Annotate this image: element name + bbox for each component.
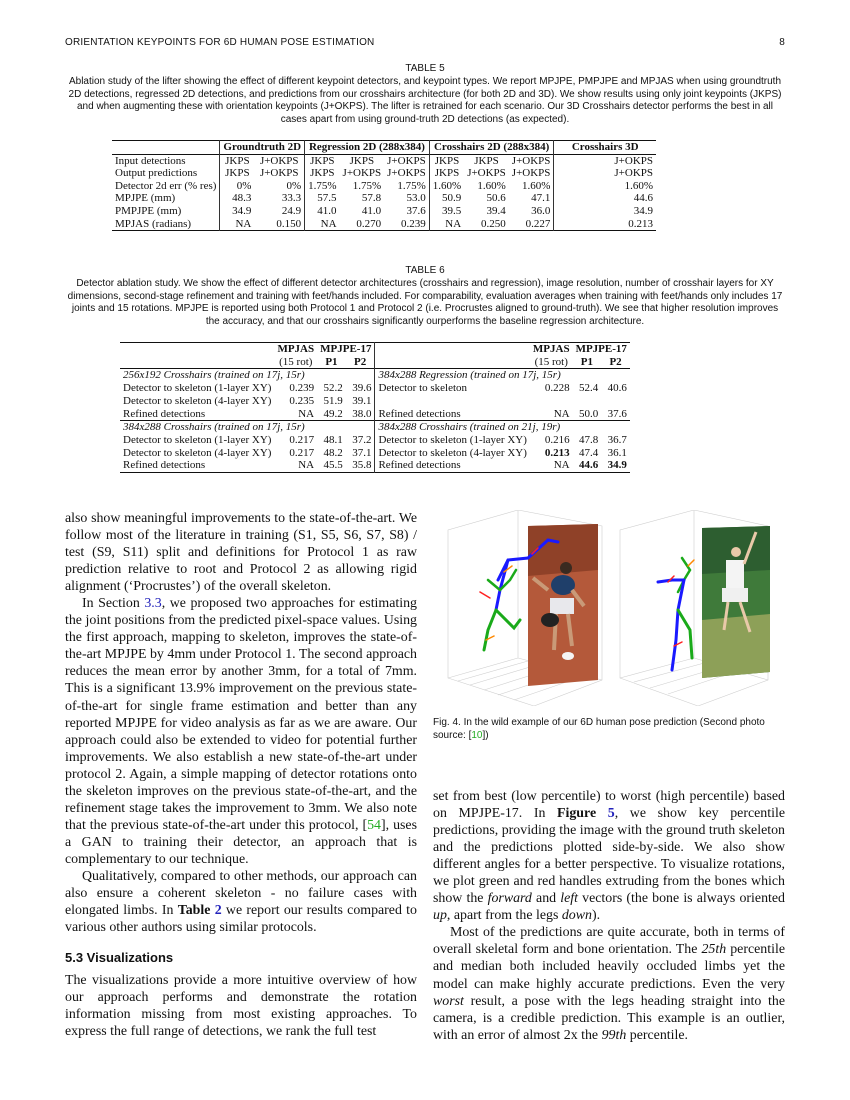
t6-p1 (573, 395, 602, 408)
t6-row-label (375, 395, 530, 408)
t6-p2: 39.1 (352, 394, 372, 407)
t6-p2 (601, 395, 630, 408)
t5-cell: 53.0 (406, 192, 426, 205)
t6-p1: 52.4 (578, 382, 599, 395)
text: Table (177, 903, 215, 919)
t5-row-label: Input detections (115, 154, 186, 167)
t5-cell: J+OKPS (259, 154, 299, 167)
t6-row (120, 408, 630, 421)
section-link[interactable]: 3.3 (144, 596, 162, 612)
t6-p1: 52.2 (323, 382, 343, 395)
t5-cell: 1.75% (305, 180, 340, 193)
t5-cell: 36.0 (531, 204, 551, 217)
t6-h-p1-r: P1 (580, 355, 594, 368)
t6-p1: 49.2 (323, 407, 343, 420)
text: ). (591, 908, 601, 924)
table5-caption: Ablation study of the lifter showing the effect of different keypoint detectors, and keypoint types. We report MPJPE, PMPJPE and MPJAS when using groundtruth 2D detections, regressed 2D detections, and predictions from our crosshairs architecture (for both 2D and 3D). We show results using only joint keypoints (JKPS) and when augmenting these with orientation keypoints (J+OKPS). The lifter is retrained for each scenario. Our 3D Crosshairs detector performs the best in all cases apart from using ground-truth 2D detections (as expected). (68, 76, 782, 125)
text: result, a pose with the legs heading straight into the camera, is a credible prediction. This example is an outlier, with an error of almost 2x the (433, 993, 785, 1043)
text: and (531, 891, 561, 907)
t6-p1: 47.4 (578, 446, 599, 459)
t5-cell: 1.60% (554, 180, 656, 193)
t6-row-label: Detector to skeleton (4-layer XY) (123, 394, 272, 407)
t5-cell: J+OKPS (387, 167, 426, 180)
right-column (433, 788, 785, 1044)
t5-cell: 0% (220, 180, 254, 193)
t5-cell: J+OKPS (467, 167, 506, 180)
t6-row-label: Detector to skeleton (375, 382, 530, 395)
t6-row-label: Detector to skeleton (1-layer XY) (123, 382, 272, 395)
t5-cell: JKPS (305, 154, 340, 167)
t6-mpjas: 0.235 (289, 394, 315, 407)
section-heading: 5.3 Visualizations (65, 950, 174, 965)
text: ]) (482, 729, 489, 741)
t5-cell: 0.250 (481, 217, 506, 230)
t6-row (120, 447, 630, 460)
text: vectors (the bone is always oriented (578, 891, 785, 907)
t6-h-p1-l: P1 (325, 355, 338, 368)
t6-section-label: 384x288 Crosshairs (trained on 21j, 19r) (375, 421, 630, 434)
t6-mpjas: NA (298, 407, 315, 420)
t6-p2: 37.2 (352, 433, 372, 446)
t6-h-p2-r: P2 (609, 355, 622, 368)
t5-cell: 57.5 (305, 192, 340, 205)
t6-mpjas (530, 395, 573, 408)
t5-group-0: Groundtruth 2D (220, 141, 305, 155)
t5-cell: J+OKPS (387, 154, 426, 167)
table-link[interactable]: 2 (214, 903, 222, 919)
t5-cell: 0.213 (554, 218, 656, 231)
t6-row-label: Refined detections (375, 459, 530, 472)
t6-p2: 38.0 (352, 407, 372, 420)
table6-caption: Detector ablation study. We show the effect of different detector architectures (crosshairs and regression), image resolution, number of crosshair layers for XY dimensions, second-stage refinement and training with feet/hands included. For comparability, evaluation averages when training with feet/hands only includes 17 joints and 15 rotations. MPJPE is reported using both Protocol 1 and Protocol 2 (i.e. Procrustes aligned to ground-truth). We see that higher resolution improves the accuracy, and that our crosshairs significantly ourperforms the baseline regression architecture. (67, 278, 783, 327)
t6-mpjas: NA (553, 407, 570, 420)
t6-p2: 40.6 (607, 382, 627, 395)
t5-cell: J+OKPS (259, 167, 299, 180)
running-header (65, 37, 785, 48)
t6-row-label: Refined detections (375, 408, 530, 421)
text: , we proposed two approaches for estimating the joint positions from the predicted pixel-space values. Using the first approach, mapping to skeleton, improves the state-of-the-art MPJPE by 4mm under Protocol 1. The second approach reduces the mean error by another 3mm, for a total of 7mm. This is a significant 13.9% improvement on the previous state-of-the-art for single frame estimation and better than any reported MPJPE for video analysis as far as we are aware. Our approach could also be extended to video for potential further improvements. We also establish a new state-of-the-art under protocol 2. Again, a simple mapping of detector rotations onto the skeleton improves on the previous state-of-the-art, and the refinement stage takes the improvement to 3mm. We also note that the previous state-of-the-art under this protocol, [ (65, 596, 417, 833)
t5-row (112, 205, 656, 218)
t5-cell: 0.150 (276, 217, 302, 230)
t5-row (112, 218, 656, 231)
left-column-continued (65, 972, 417, 1040)
figure-link[interactable]: 5 (607, 806, 615, 822)
text: Figure (557, 806, 608, 822)
t6-mpjas: 0.217 (289, 433, 315, 446)
t6-h-rot-l: (15 rot) (279, 355, 313, 368)
t6-row-label: Refined detections (123, 407, 206, 420)
t5-cell: 44.6 (554, 192, 656, 205)
t5-cell: 1.75% (352, 179, 382, 192)
text: set from best (low percentile) to worst (high percentile) based on MPJPE-17. In (433, 789, 785, 822)
t6-mpjas: 0.213 (544, 446, 570, 459)
t5-cell: 39.5 (429, 205, 464, 218)
t6-h-rot-r: (15 rot) (534, 355, 568, 368)
text: , we show key percentile predictions, providing the image with the ground truth skeleton and the predictions plotted side-by-side. We also show different angles for a better perspective. To visualize rotations, we plot green and red handles extruding from the bones which show the (433, 806, 785, 907)
t6-row-label: Refined detections (123, 459, 206, 472)
t6-row-label: Detector to skeleton (4-layer XY) (123, 446, 272, 459)
paragraph: The visualizations provide a more intuitive overview of how our approach performs and demonstrate the rotation information missing from most existing approaches. To express the full range of detections, we rank the full test (65, 973, 417, 1040)
t5-cell: 48.3 (220, 192, 254, 205)
t5-cell: 34.9 (554, 205, 656, 218)
t5-cell: 39.4 (486, 204, 506, 217)
t6-p1: 51.9 (323, 394, 343, 407)
t5-row-label: MPJAS (radians) (115, 217, 192, 230)
figure-4-plots (438, 510, 782, 706)
t5-cell: 0.239 (401, 217, 426, 230)
running-title: ORIENTATION KEYPOINTS FOR 6D HUMAN POSE ESTIMATION (65, 37, 375, 48)
t6-p1: 45.5 (323, 459, 343, 472)
t6-mpjas: 0.239 (289, 382, 315, 395)
t6-mpjas: 0.217 (289, 446, 315, 459)
t6-p1: 44.6 (578, 459, 599, 472)
text: down (561, 908, 592, 924)
table6-label: TABLE 6 (405, 265, 445, 276)
t5-cell: J+OKPS (554, 167, 656, 180)
text: Most of the predictions are quite accurate, both in terms of overall skeletal form and bone orientation. The (433, 925, 785, 958)
t5-cell: 1.75% (397, 179, 426, 192)
t5-cell: 33.3 (281, 192, 302, 205)
t5-cell: JKPS (474, 154, 499, 167)
page-number: 8 (779, 37, 785, 48)
t6-row (120, 369, 630, 382)
t6-p1: 48.1 (323, 433, 343, 446)
t5-cell: 0.227 (525, 217, 551, 230)
t6-row-label: Detector to skeleton (1-layer XY) (123, 433, 272, 446)
text: Qualitatively, compared to other methods, our approach can also ensure a coherent skeleton - no failure cases with elongated limbs. In (65, 868, 417, 919)
text: we report our results compared to various other authors using similar protocols. (65, 903, 417, 936)
right-skeleton (658, 558, 694, 670)
t5-cell: J+OKPS (511, 167, 551, 180)
t6-h-mpjas-l: MPJAS (277, 343, 315, 355)
t5-group-2: Crosshairs 2D (288x384) (429, 141, 554, 155)
t5-group-3: Crosshairs 3D (554, 141, 656, 155)
t6-p1: 48.2 (323, 446, 343, 459)
t5-cell: 24.9 (281, 204, 302, 217)
t6-p2: 37.6 (607, 407, 627, 420)
t6-row (120, 395, 630, 408)
t6-p2: 37.1 (352, 446, 372, 459)
t6-p2: 36.7 (607, 433, 627, 446)
paragraph (65, 595, 417, 868)
text: worst (433, 993, 464, 1009)
t5-cell: JKPS (349, 154, 375, 167)
t5-cell: JKPS (305, 167, 340, 180)
t5-cell: NA (429, 218, 464, 231)
t6-h-mpjpe-r: MPJPE-17 (575, 343, 627, 355)
paragraph (65, 868, 417, 936)
t6-p1: 47.8 (578, 433, 599, 446)
t5-cell: JKPS (220, 154, 254, 167)
t6-h-p2-l: P2 (353, 355, 367, 368)
t5-row-label: Detector 2d err (% res) (115, 179, 217, 192)
t5-row (112, 180, 656, 193)
t5-row (112, 192, 656, 205)
citation-link[interactable]: 54 (367, 817, 381, 833)
t5-cell: 34.9 (220, 205, 254, 218)
t5-cell: 41.0 (361, 204, 382, 217)
text: left (560, 891, 578, 907)
t5-cell: 0.270 (356, 217, 382, 230)
t6-mpjas: NA (553, 459, 570, 472)
table6 (120, 342, 630, 473)
text: 25th (701, 942, 727, 958)
t5-row (112, 154, 656, 167)
t5-cell: 50.6 (486, 192, 506, 205)
paragraph (433, 924, 785, 1043)
text: up (433, 908, 447, 924)
citation-link[interactable]: 10 (471, 729, 483, 741)
text: ], uses a GAN to training their detector, an approach that is complementary to our technique. (65, 817, 417, 867)
t5-cell: JKPS (220, 167, 254, 180)
figure-4 (438, 510, 782, 706)
right-photo (702, 526, 770, 678)
t6-p2: 39.6 (352, 382, 372, 395)
paragraph: also show meaningful improvements to the state-of-the-art. We follow most of the literature in training (S1, S5, S6, S7, S8) / test (S9, S11) split and definitions for Protocol 1 as raw prediction relative to root and Protocol 2 as allowing rigid alignment (‘Procrustes’) of the overall skeleton. (65, 511, 417, 595)
text: , apart from the legs (446, 908, 562, 924)
t6-p1: 50.0 (578, 407, 599, 420)
t6-row-label: Detector to skeleton (4-layer XY) (375, 447, 530, 460)
t6-p2: 34.9 (607, 459, 627, 472)
text: percentile. (626, 1027, 688, 1043)
t6-p2: 36.1 (607, 446, 627, 459)
t5-cell: JKPS (429, 154, 464, 167)
t5-group-1: Regression 2D (288x384) (305, 141, 430, 155)
t5-cell: NA (220, 218, 254, 231)
text: percentile and median both included heavily occluded limbs yet the model can make highly accurate predictions. Even the very (433, 942, 785, 992)
t6-row (120, 382, 630, 395)
t5-cell: 41.0 (305, 205, 340, 218)
t6-mpjas: 0.228 (544, 382, 570, 395)
t6-mpjas: 0.216 (544, 433, 570, 446)
t5-cell: J+OKPS (342, 167, 382, 180)
t5-cell: JKPS (429, 167, 464, 180)
table5-label: TABLE 5 (405, 63, 445, 74)
t6-row (120, 421, 630, 434)
text: Fig. 4. In the wild example of our 6D human pose prediction (Second photo source: [ (433, 717, 765, 741)
t5-row (112, 167, 656, 180)
t5-cell: J+OKPS (511, 154, 551, 167)
t5-cell: J+OKPS (554, 154, 656, 167)
t5-cell: NA (305, 218, 340, 231)
t6-row-label: Detector to skeleton (1-layer XY) (375, 434, 530, 447)
t5-cell: 1.60% (429, 180, 464, 193)
t6-mpjas: NA (298, 459, 315, 472)
t5-cell: 57.8 (361, 192, 382, 205)
t5-row-label: PMPJPE (mm) (115, 204, 182, 217)
t5-cell: 47.1 (531, 192, 551, 205)
t5-cell: 37.6 (406, 204, 426, 217)
t6-section-label: 384x288 Regression (trained on 17j, 15r) (375, 369, 630, 382)
t5-cell: 50.9 (429, 192, 464, 205)
text: forward (487, 891, 532, 907)
t6-section-label: 256x192 Crosshairs (trained on 17j, 15r) (123, 369, 305, 382)
t6-row (120, 459, 630, 472)
t5-cell: 1.60% (521, 179, 551, 192)
t6-section-label: 384x288 Crosshairs (trained on 17j, 15r) (123, 421, 305, 434)
t6-h-mpjpe-l: MPJPE-17 (320, 343, 372, 355)
t5-row-label: MPJPE (mm) (115, 192, 176, 205)
t6-row (120, 434, 630, 447)
t6-h-mpjas-r: MPJAS (532, 343, 570, 355)
left-column (65, 510, 417, 936)
t6-p2: 35.8 (352, 459, 372, 472)
t5-row-label: Output predictions (115, 167, 198, 180)
t5-cell: 0% (286, 179, 302, 192)
paragraph (433, 788, 785, 924)
t5-cell: 1.60% (477, 179, 506, 192)
text: In Section (82, 596, 145, 612)
text: 99th (601, 1027, 627, 1043)
table5 (112, 140, 656, 231)
figure-4-caption (433, 717, 785, 742)
